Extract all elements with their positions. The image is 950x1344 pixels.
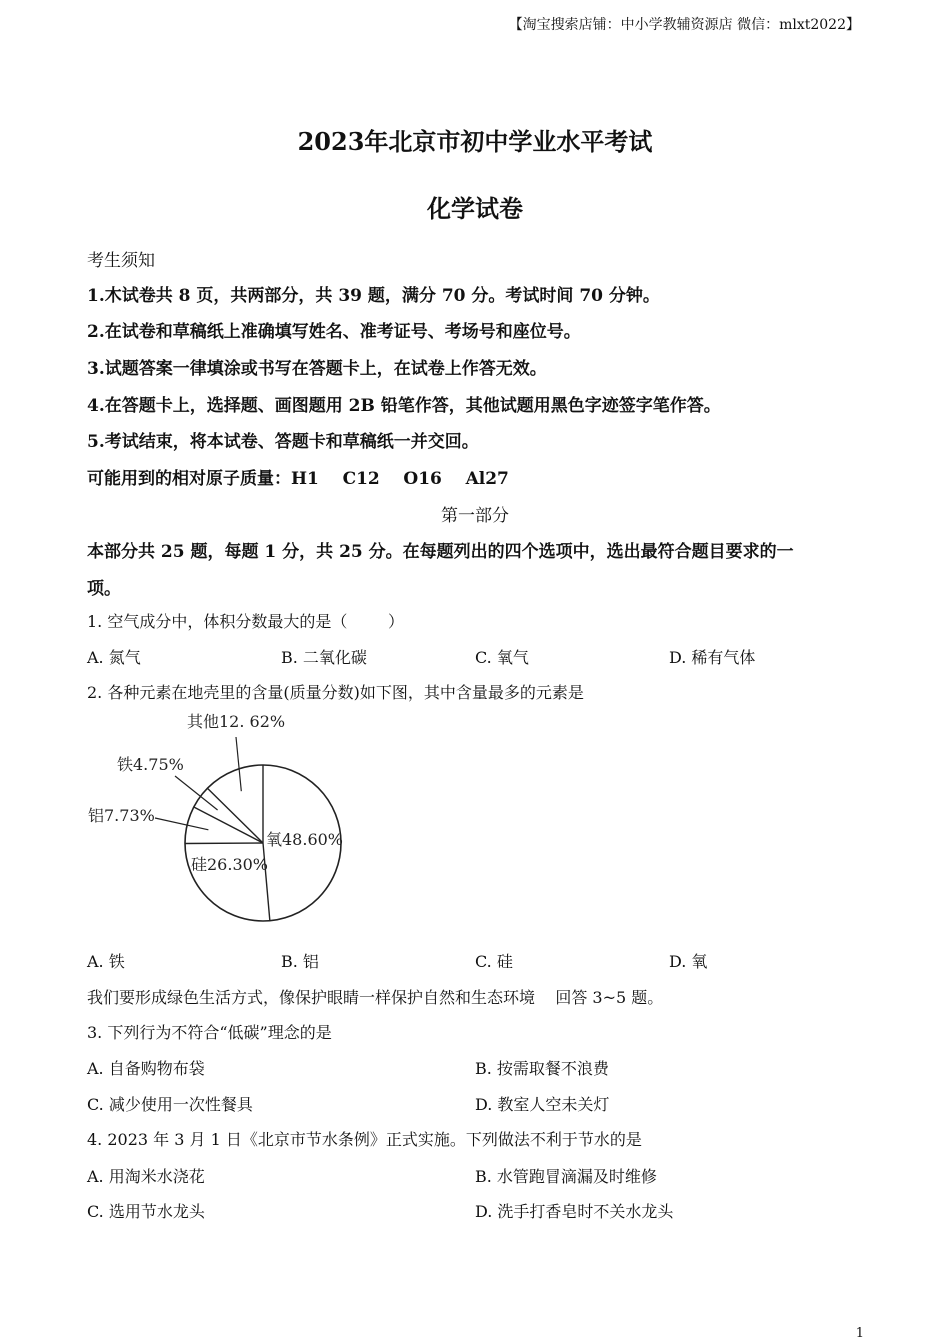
- q4-stem: 4. 2023 年 3 月 1 日《北京市节水条例》正式实施。下列做法不利于节水的是: [87, 1130, 642, 1149]
- slice-label-2: 铝7.73%: [88, 806, 155, 825]
- q2-stem: 2. 各种元素在地壳里的含量(质量分数)如下图，其中含量最多的元素是: [87, 683, 584, 702]
- q2-option-a: A. 铁: [87, 952, 125, 971]
- slice-label-4: 其他12. 62%: [187, 712, 286, 731]
- exam-subtitle: 化学试卷: [427, 194, 523, 223]
- notice-item: 1.木试卷共 8 页，共两部分，共 39 题，满分 70 分。考试时间 70 分钟。: [87, 286, 660, 306]
- slice-label-0: 氧48.60%: [266, 830, 344, 849]
- q1-option-b: B. 二氧化碳: [281, 648, 367, 667]
- q4-option-c: C. 选用节水龙头: [87, 1202, 205, 1221]
- q3-option-b: B. 按需取餐不浪费: [475, 1059, 609, 1078]
- part1-intro: 本部分共 25 题，每题 1 分，共 25 分。在每题列出的四个选项中，选出最符合题目要求的一: [87, 542, 794, 562]
- notice-item: 5.考试结束，将本试卷、答题卡和草稿纸一并交回。: [87, 432, 479, 452]
- leader-line-3: [175, 776, 218, 810]
- part1-heading: 第一部分: [441, 506, 509, 526]
- q1-option-a: A. 氮气: [87, 648, 141, 667]
- slice-boundary: [207, 788, 263, 843]
- q1-option-d: D. 稀有气体: [669, 648, 756, 667]
- slice-label-3: 铁4.75%: [117, 755, 184, 774]
- q3-option-c: C. 减少使用一次性餐具: [87, 1095, 253, 1114]
- crust-composition-pie-chart: [0, 700, 420, 940]
- q2-option-b: B. 铝: [281, 952, 319, 971]
- q2-option-c: C. 硅: [475, 952, 513, 971]
- atomic-masses: 可能用到的相对原子质量：H1 C12 O16 Al27: [87, 469, 509, 489]
- q3-5-context: 我们要形成绿色生活方式，像保护眼睛一样保护自然和生态环境 回答 3~5 题。: [87, 988, 664, 1007]
- q1-stem: 1. 空气成分中，体积分数最大的是（ ）: [87, 612, 405, 631]
- q1-option-c: C. 氧气: [475, 648, 529, 667]
- leader-line-2: [155, 818, 208, 830]
- q4-option-b: B. 水管跑冒滴漏及时维修: [475, 1167, 657, 1186]
- page-number: 1: [855, 1326, 864, 1341]
- part1-intro-cont: 项。: [87, 579, 121, 599]
- header-note: 【淘宝搜索店铺：中小学教辅资源店 微信：mlxt2022】: [508, 17, 860, 33]
- q2-option-d: D. 氧: [669, 952, 708, 971]
- slice-label-1: 硅26.30%: [191, 855, 269, 874]
- q4-option-a: A. 用淘米水浇花: [87, 1167, 205, 1186]
- notice-item: 2.在试卷和草稿纸上准确填写姓名、准考证号、考场号和座位号。: [87, 322, 581, 342]
- notice-heading: 考生须知: [87, 251, 155, 271]
- exam-title: 2023年北京市初中学业水平考试: [297, 127, 653, 156]
- leader-line-4: [236, 737, 241, 791]
- q3-stem: 3. 下列行为不符合“低碳”理念的是: [87, 1023, 332, 1042]
- slice-boundary: [194, 807, 263, 843]
- q3-option-a: A. 自备购物布袋: [87, 1059, 205, 1078]
- notice-item: 3.试题答案一律填涂或书写在答题卡上，在试卷上作答无效。: [87, 359, 547, 379]
- q4-option-d: D. 洗手打香皂时不关水龙头: [475, 1202, 674, 1221]
- q3-option-d: D. 教室人空未关灯: [475, 1095, 610, 1114]
- notice-item: 4.在答题卡上，选择题、画图题用 2B 铅笔作答，其他试题用黑色字迹签字笔作答。: [87, 396, 721, 416]
